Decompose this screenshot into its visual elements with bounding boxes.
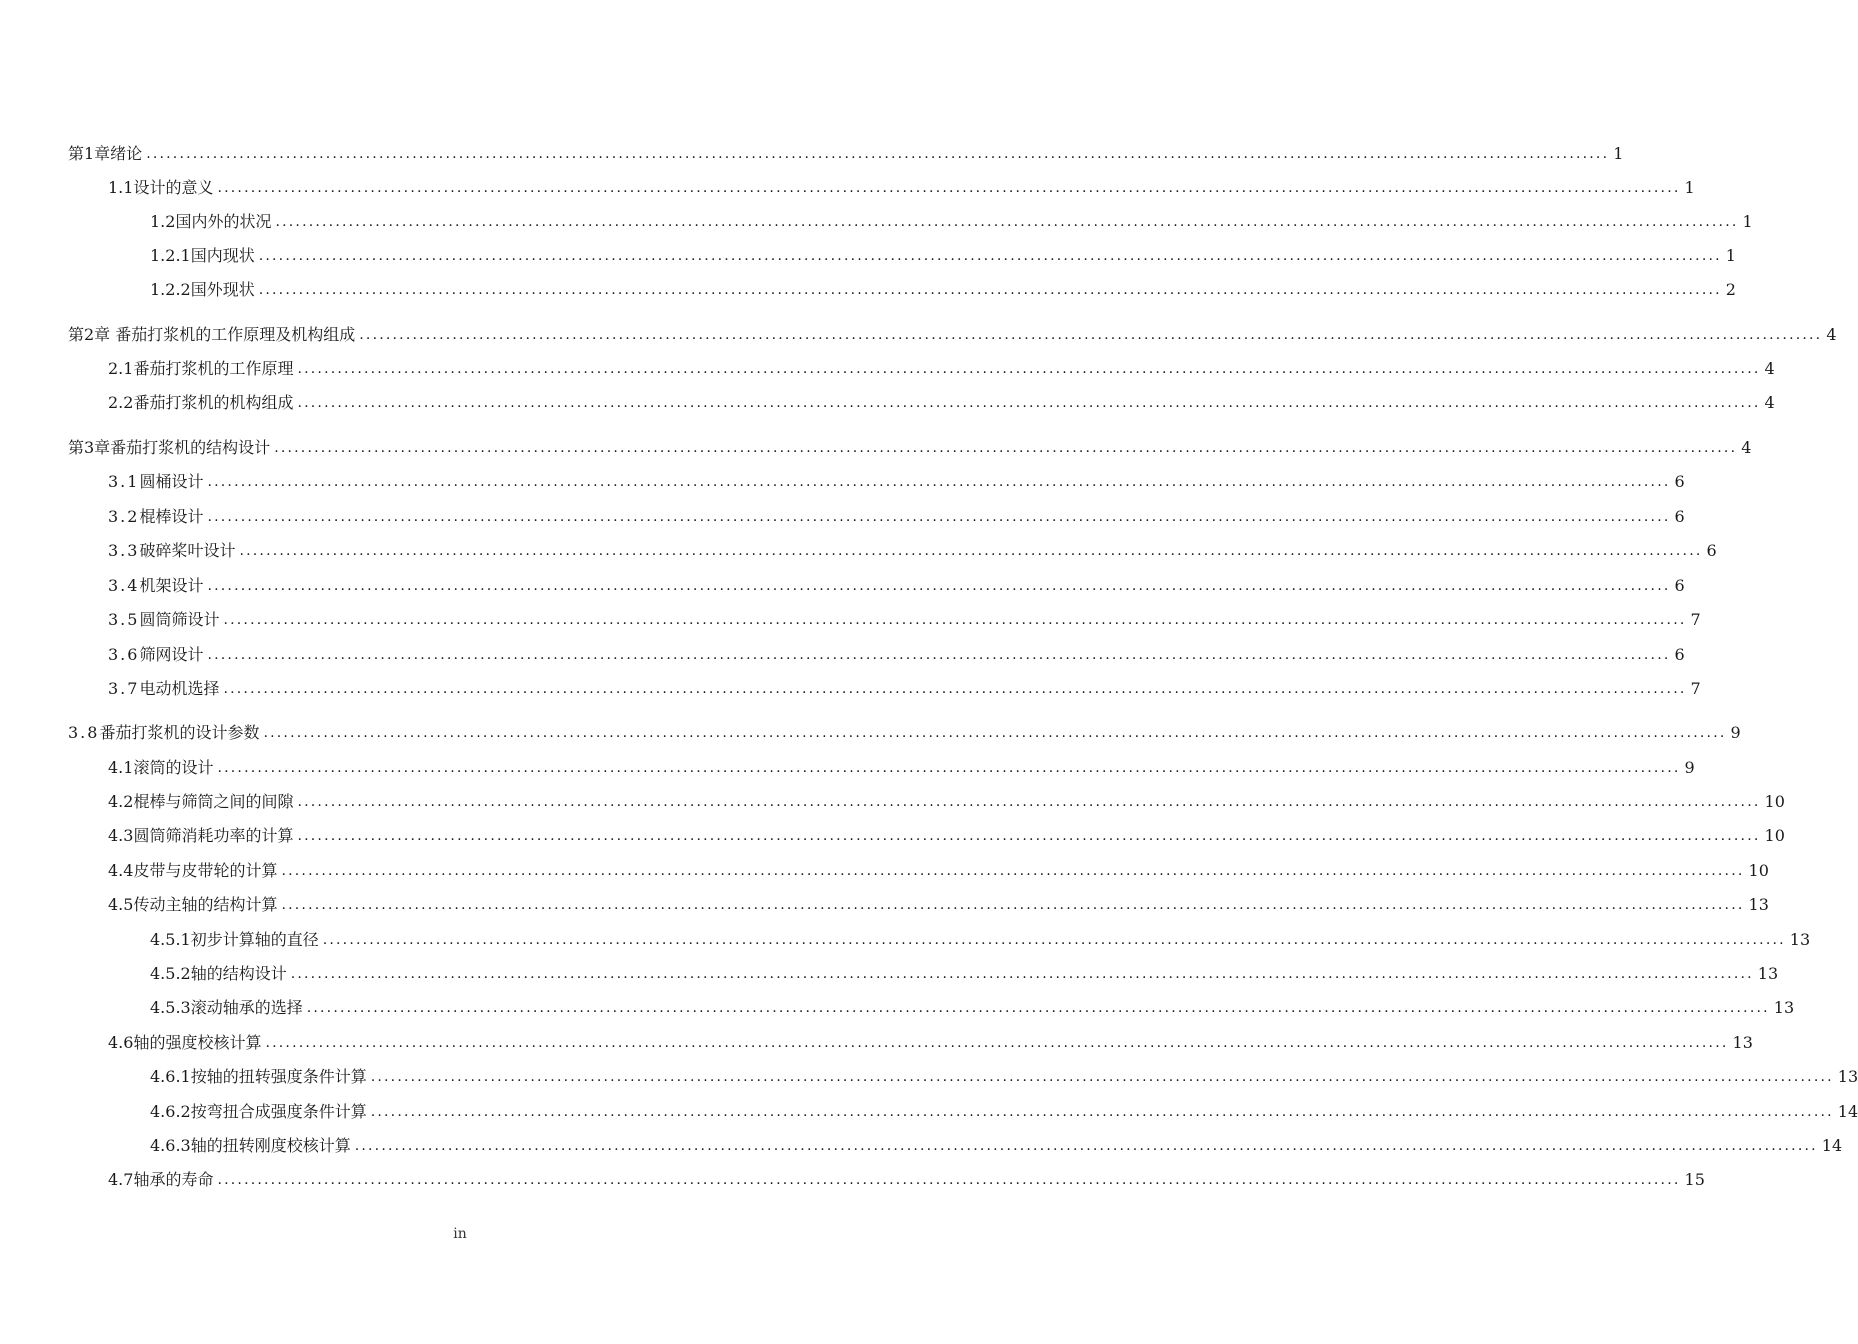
- toc-entry-number: 3.8: [68, 723, 100, 742]
- toc-entry-number: 3.6: [108, 645, 140, 664]
- toc-entry-page: 14: [1821, 1136, 1843, 1155]
- toc-entry-title: 电动机选择: [139, 679, 220, 698]
- toc-entry-title: 破碎桨叶设计: [139, 541, 236, 560]
- toc-entry-title: 传动主轴的结构计算: [133, 895, 278, 914]
- toc-entry[interactable]: [150, 1061, 1858, 1087]
- toc-entry-title: 番茄打浆机的工作原理: [133, 359, 294, 378]
- toc-entry-page: 1: [1613, 144, 1624, 163]
- toc-entry-title: 第2章 番茄打浆机的工作原理及机构组成: [68, 325, 356, 344]
- toc-entry-page: 1: [1742, 212, 1753, 231]
- toc-entry-number: 1.2: [150, 212, 176, 231]
- toc-entry-number: 4.6.2: [150, 1102, 191, 1121]
- toc-entry[interactable]: [108, 466, 1685, 492]
- toc-entry-title: 按轴的扭转强度条件计算: [190, 1067, 367, 1086]
- toc-entry-number: 3.4: [108, 576, 140, 595]
- toc-entry-title: 国内外的状况: [175, 212, 272, 231]
- toc-entry-number: 4.4: [108, 861, 134, 880]
- toc-entry-number: 1.1: [108, 178, 134, 197]
- toc-entry-page: 4: [1764, 359, 1775, 378]
- toc-entry[interactable]: [108, 786, 1785, 812]
- toc-dot-leader: ............................................................................................................................................................................................................................: [370, 1069, 1834, 1085]
- toc-entry-title: 第3章番茄打浆机的结构设计: [68, 438, 271, 457]
- toc-entry-title: 设计的意义: [133, 178, 214, 197]
- toc-dot-leader: ............................................................................................................................................................................................................................: [217, 760, 1681, 776]
- toc-entry[interactable]: [108, 889, 1769, 915]
- toc-entry-number: 1.2.2: [150, 280, 191, 299]
- toc-entry[interactable]: [150, 924, 1811, 950]
- toc-dot-leader: ............................................................................................................................................................................................................................: [297, 828, 1761, 844]
- toc-entry-number: 4.1: [108, 758, 134, 777]
- toc-entry-page: 10: [1764, 792, 1785, 811]
- toc-entry-page: 7: [1690, 610, 1701, 629]
- page-footer-number: in: [453, 1226, 467, 1242]
- toc-dot-leader: ............................................................................................................................................................................................................................: [223, 681, 1687, 697]
- toc-entry-page: 14: [1837, 1102, 1858, 1121]
- toc-entry-title: 轴的结构设计: [190, 964, 287, 983]
- toc-entry[interactable]: [150, 1130, 1843, 1156]
- toc-dot-leader: ............................................................................................................................................................................................................................: [258, 282, 1722, 298]
- toc-dot-leader: ............................................................................................................................................................................................................................: [207, 474, 1671, 490]
- toc-entry[interactable]: [150, 274, 1736, 300]
- toc-dot-leader: ............................................................................................................................................................................................................................: [290, 966, 1754, 982]
- toc-entry-page: 1: [1684, 178, 1695, 197]
- toc-dot-leader: ............................................................................................................................................................................................................................: [322, 932, 1786, 948]
- toc-entry-title: 棍棒设计: [139, 507, 204, 526]
- toc-entry[interactable]: [108, 570, 1685, 596]
- toc-entry-number: 4.6.1: [150, 1067, 191, 1086]
- toc-dot-leader: ............................................................................................................................................................................................................................: [274, 440, 1738, 456]
- toc-entry-title: 番茄打浆机的设计参数: [99, 723, 260, 742]
- toc-dot-leader: ............................................................................................................................................................................................................................: [297, 361, 1761, 377]
- toc-entry-title: 皮带与皮带轮的计算: [133, 861, 278, 880]
- toc-entry[interactable]: [150, 206, 1753, 232]
- toc-entry[interactable]: [108, 604, 1701, 630]
- toc-entry-title: 国内现状: [190, 246, 255, 265]
- toc-entry-page: 13: [1732, 1033, 1753, 1052]
- toc-entry[interactable]: [150, 958, 1779, 984]
- toc-entry[interactable]: [68, 319, 1837, 345]
- toc-dot-leader: ............................................................................................................................................................................................................................: [370, 1104, 1834, 1120]
- toc-entry-page: 6: [1674, 576, 1685, 595]
- toc-dot-leader: ............................................................................................................................................................................................................................: [297, 395, 1761, 411]
- toc-dot-leader: ............................................................................................................................................................................................................................: [306, 1000, 1770, 1016]
- toc-entry[interactable]: [68, 138, 1624, 164]
- toc-entry-title: 筛网设计: [139, 645, 204, 664]
- toc-entry-page: 13: [1773, 998, 1795, 1017]
- toc-entry-title: 圆桶设计: [139, 472, 204, 491]
- toc-dot-leader: ............................................................................................................................................................................................................................: [217, 1172, 1681, 1188]
- toc-entry[interactable]: [108, 535, 1717, 561]
- toc-dot-leader: ............................................................................................................................................................................................................................: [146, 146, 1610, 162]
- toc-entry-page: 6: [1674, 507, 1685, 526]
- toc-entry[interactable]: [108, 673, 1701, 699]
- toc-entry[interactable]: [108, 639, 1685, 665]
- toc-entry-title: 机架设计: [139, 576, 204, 595]
- toc-dot-leader: ............................................................................................................................................................................................................................: [281, 863, 1745, 879]
- toc-entry-page: 9: [1684, 758, 1695, 777]
- toc-entry-number: 4.2: [108, 792, 134, 811]
- toc-dot-leader: ............................................................................................................................................................................................................................: [297, 794, 1761, 810]
- toc-entry-page: 6: [1674, 645, 1685, 664]
- toc-entry-number: 2.2: [108, 393, 134, 412]
- toc-entry-number: 4.5.2: [150, 964, 191, 983]
- toc-entry-page: 10: [1764, 826, 1785, 845]
- toc-entry-number: 4.5: [108, 895, 134, 914]
- toc-entry-title: 棍棒与筛筒之间的间隙: [133, 792, 294, 811]
- toc-entry-number: 4.7: [108, 1170, 134, 1189]
- toc-entry[interactable]: [108, 855, 1769, 881]
- toc-entry-title: 圆筒筛设计: [139, 610, 220, 629]
- toc-entry[interactable]: [108, 820, 1785, 846]
- toc-dot-leader: ............................................................................................................................................................................................................................: [223, 612, 1687, 628]
- toc-entry-page: 1: [1725, 246, 1736, 265]
- toc-entry[interactable]: [108, 387, 1775, 413]
- toc-dot-leader: ............................................................................................................................................................................................................................: [217, 180, 1681, 196]
- toc-entry[interactable]: [108, 172, 1695, 198]
- toc-entry-title: 初步计算轴的直径: [190, 930, 319, 949]
- toc-dot-leader: ............................................................................................................................................................................................................................: [265, 1035, 1729, 1051]
- toc-entry-page: 6: [1674, 472, 1685, 491]
- toc-entry[interactable]: [108, 1027, 1753, 1053]
- toc-entry-number: 4.5.3: [150, 998, 191, 1017]
- toc-entry-number: 3.2: [108, 507, 140, 526]
- toc-entry-page: 10: [1748, 861, 1769, 880]
- toc-entry[interactable]: [68, 432, 1752, 458]
- toc-dot-leader: ............................................................................................................................................................................................................................: [239, 543, 1703, 559]
- toc-dot-leader: ............................................................................................................................................................................................................................: [207, 509, 1671, 525]
- toc-dot-leader: ............................................................................................................................................................................................................................: [207, 647, 1671, 663]
- toc-dot-leader: ............................................................................................................................................................................................................................: [354, 1138, 1818, 1154]
- toc-entry-number: 3.7: [108, 679, 140, 698]
- toc-entry-page: 4: [1826, 325, 1837, 344]
- toc-dot-leader: ............................................................................................................................................................................................................................: [275, 214, 1739, 230]
- toc-entry-number: 3.5: [108, 610, 140, 629]
- toc-entry[interactable]: [68, 717, 1741, 743]
- toc-entry-title: 轴承的寿命: [133, 1170, 214, 1189]
- toc-entry-number: 3.3: [108, 541, 140, 560]
- toc-entry-number: 1.2.1: [150, 246, 191, 265]
- toc-entry-page: 6: [1706, 541, 1717, 560]
- toc-entry-title: 滚动轴承的选择: [190, 998, 303, 1017]
- toc-entry-title: 轴的扭转刚度校核计算: [190, 1136, 351, 1155]
- toc-entry[interactable]: [108, 501, 1685, 527]
- toc-entry-page: 15: [1684, 1170, 1705, 1189]
- toc-entry-title: 滚筒的设计: [133, 758, 214, 777]
- toc-dot-leader: ............................................................................................................................................................................................................................: [207, 578, 1671, 594]
- toc-entry-page: 13: [1837, 1067, 1858, 1086]
- toc-entry-title: 圆筒筛消耗功率的计算: [133, 826, 294, 845]
- toc-entry-number: 4.5.1: [150, 930, 191, 949]
- toc-entry[interactable]: [108, 1164, 1705, 1190]
- toc-entry-page: 7: [1690, 679, 1701, 698]
- toc-entry-title: 第1章绪论: [68, 144, 143, 163]
- toc-entry-title: 国外现状: [190, 280, 255, 299]
- toc-entry-title: 番茄打浆机的机构组成: [133, 393, 294, 412]
- toc-entry[interactable]: [150, 992, 1795, 1018]
- toc-dot-leader: ............................................................................................................................................................................................................................: [258, 248, 1722, 264]
- toc-entry[interactable]: [150, 240, 1736, 266]
- toc-entry-page: 9: [1730, 723, 1741, 742]
- toc-entry-number: 4.6: [108, 1033, 134, 1052]
- toc-entry-page: 13: [1748, 895, 1769, 914]
- toc-dot-leader: ............................................................................................................................................................................................................................: [281, 897, 1745, 913]
- toc-dot-leader: ............................................................................................................................................................................................................................: [263, 725, 1727, 741]
- toc-entry[interactable]: [108, 752, 1695, 778]
- toc-entry-page: 13: [1789, 930, 1811, 949]
- toc-dot-leader: ............................................................................................................................................................................................................................: [359, 327, 1823, 343]
- toc-entry-number: 4.3: [108, 826, 134, 845]
- toc-entry-title: 轴的强度校核计算: [133, 1033, 262, 1052]
- toc-entry-number: 3.1: [108, 472, 140, 491]
- toc-entry-page: 4: [1741, 438, 1752, 457]
- toc-entry-page: 4: [1764, 393, 1775, 412]
- toc-entry-page: 13: [1757, 964, 1779, 983]
- toc-entry[interactable]: [108, 353, 1775, 379]
- toc-entry-number: 2.1: [108, 359, 134, 378]
- toc-entry-number: 4.6.3: [150, 1136, 191, 1155]
- toc-entry-title: 按弯扭合成强度条件计算: [190, 1102, 367, 1121]
- toc-entry-page: 2: [1725, 280, 1736, 299]
- toc-entry[interactable]: [150, 1096, 1858, 1122]
